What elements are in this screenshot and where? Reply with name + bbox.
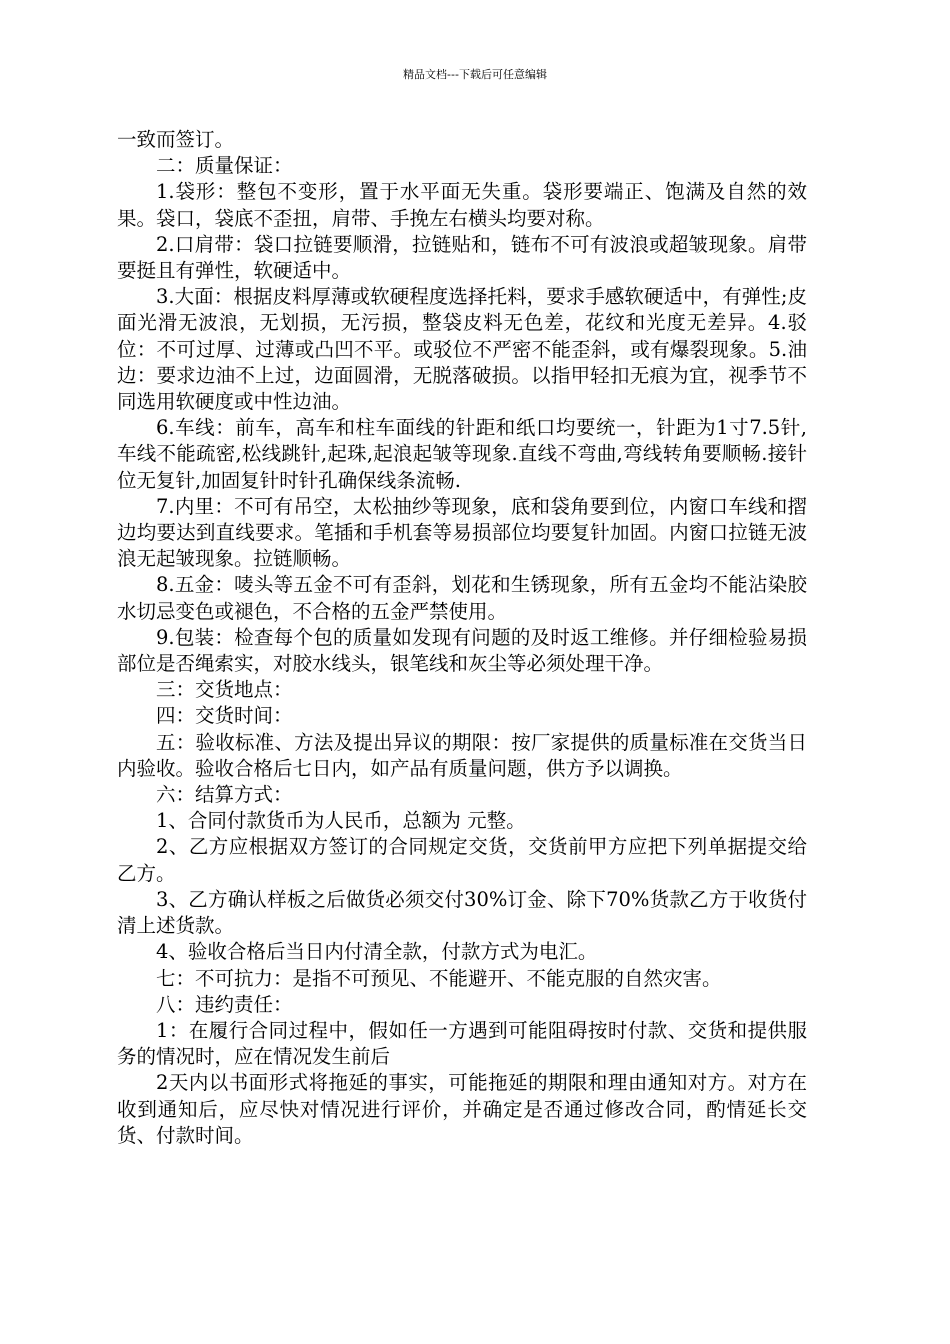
section-heading: 二：质量保证： xyxy=(156,154,293,178)
paragraph: 1.袋形：整包不变形，置于水平面无失重。袋形要端正、饱满及自然的效果。袋口，袋底不歪扭，肩带、手挽左右横头均要对称。 xyxy=(117,180,807,230)
paragraph: 3.大面：根据皮料厚薄或软硬程度选择托料，要求手感软硬适中，有弹性;皮面光滑无波浪，无划损，无污损，整袋皮料无色差，花纹和光度无差异。4.驳位：不可过厚、过薄或凸凹不平。或驳位不严密不能歪斜，或有爆裂现象。5.油边：要求边油不上过，边面圆滑，无脱落破损。以指甲轻扣无痕为宜，视季节不同选用软硬度或中性边油。 xyxy=(117,285,807,414)
section-heading: 八：违约责任： xyxy=(156,992,293,1016)
paragraph: 9.包装：检查每个包的质量如发现有问题的及时返工维修。并仔细检验易损部位是否绳索实，对胶水线头，银笔线和灰尘等必须处理干净。 xyxy=(117,625,807,676)
document-body xyxy=(117,127,807,1149)
paragraph: 3、乙方确认样板之后做货必须交付30%订金、除下70%货款乙方于收货付清上述货款。 xyxy=(117,887,807,938)
paragraph: 五：验收标准、方法及提出异议的期限：按厂家提供的质量标准在交货当日内验收。验收合格后七日内，如产品有质量问题，供方予以调换。 xyxy=(117,730,807,780)
paragraph: 2.口肩带：袋口拉链要顺滑，拉链贴和，链布不可有波浪或超皱现象。肩带要挺且有弹性，软硬适中。 xyxy=(117,232,807,283)
paragraph: 1、合同付款货币为人民币，总额为 元整。 xyxy=(156,809,526,833)
paragraph: 6.车线：前车，高车和柱车面线的针距和纸口均要统一，针距为1寸7.5针,车线不能疏密,松线跳针,起珠,起浪起皱等现象.直线不弯曲,弯线转角要顺畅.接针位无复针,加固复针时针孔确保线条流畅. xyxy=(117,416,807,492)
paragraph: 4、验收合格后当日内付清全款，付款方式为电汇。 xyxy=(156,940,598,964)
paragraph: 1：在履行合同过程中，假如任一方遇到可能阻碍按时付款、交货和提供服务的情况时，应在情况发生前后 xyxy=(117,1018,807,1069)
section-heading: 三：交货地点： xyxy=(156,678,293,702)
paragraph: 2、乙方应根据双方签订的合同规定交货，交货前甲方应把下列单据提交给乙方。 xyxy=(117,835,807,885)
paragraph: 七：不可抗力：是指不可预见、不能避开、不能克服的自然灾害。 xyxy=(156,966,722,990)
section-heading: 六：结算方式： xyxy=(156,783,293,807)
paragraph: 一致而签订。 xyxy=(117,128,235,151)
paragraph: 8.五金：唛头等五金不可有歪斜，划花和生锈现象，所有五金均不能沾染胶水切忌变色或褪色，不合格的五金严禁使用。 xyxy=(117,573,807,623)
section-heading: 四：交货时间： xyxy=(156,704,293,728)
paragraph: 7.内里：不可有吊空，太松抽纱等现象，底和袋角要到位，内窗口车线和摺边均要达到直线要求。笔插和手机套等易损部位均要复针加固。内窗口拉链无波浪无起皱现象。拉链顺畅。 xyxy=(117,494,807,571)
page-header: 精品文档---下载后可任意编辑 xyxy=(403,68,547,81)
paragraph: 2天内以书面形式将拖延的事实，可能拖延的期限和理由通知对方。对方在收到通知后，应尽快对情况进行评价，并确定是否通过修改合同，酌情延长交货、付款时间。 xyxy=(117,1071,807,1147)
